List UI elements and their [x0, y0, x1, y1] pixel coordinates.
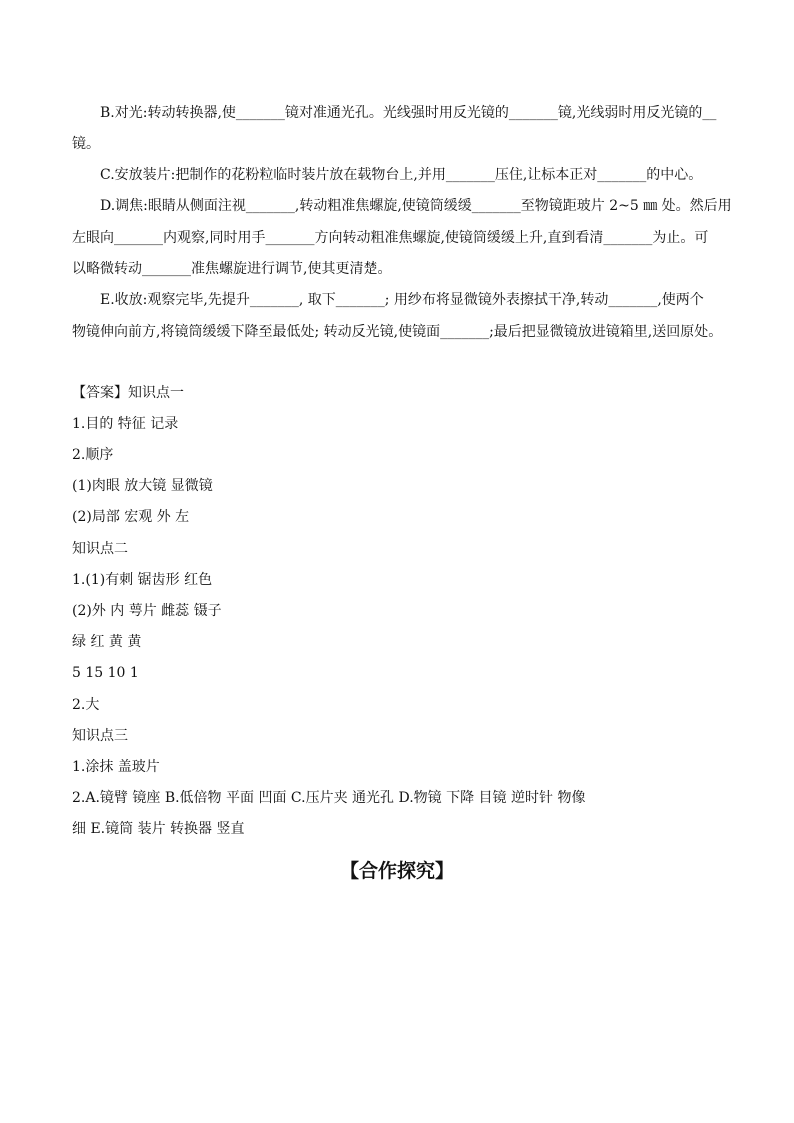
- answer-k3-1: 1.涂抹 盖玻片: [72, 759, 160, 775]
- answer-k1-1: 1.目的 特征 记录: [72, 416, 179, 432]
- answer-k2-5: 2.大: [72, 697, 100, 713]
- question-b-line-2: 镜。: [72, 136, 100, 152]
- answer-k3-3: 细 E.镜筒 装片 转换器 竖直: [72, 821, 245, 837]
- answer-k1-2-2: (2)局部 宏观 外 左: [72, 509, 190, 525]
- question-e-line-1: E.收放:观察完毕,先提升_______, 取下_______; 用纱布将显微镜外表擦拭干净,转动_______,使两个: [100, 292, 704, 308]
- question-d-line-3: 以略微转动_______准焦螺旋进行调节,使其更清楚。: [72, 261, 392, 277]
- question-d-line-2: 左眼向_______内观察,同时用手_______方向转动粗准焦螺旋,使镜筒缓缓上升,直到看清_______为止。可: [72, 230, 709, 246]
- question-b-line-1: B.对光:转动转换器,使_______镜对准通光孔。光线强时用反光镜的_______镜,光线弱时用反光镜的__: [100, 105, 717, 121]
- answer-k2-3: 绿 红 黄 黄: [72, 634, 142, 650]
- question-e-line-2: 物镜伸向前方,将镜筒缓缓下降至最低处; 转动反光镜,使镜面_______;最后把显微镜放进镜箱里,送回原处。: [72, 324, 723, 340]
- answer-title: 【答案】知识点一: [72, 385, 184, 401]
- answer-k2-2: (2)外 内 萼片 雌蕊 镊子: [72, 603, 222, 619]
- answer-k1-2-1: (1)肉眼 放大镜 显微镜: [72, 478, 213, 494]
- question-c-line-1: C.安放装片:把制作的花粉粒临时装片放在载物台上,并用_______压住,让标本正对_______的中心。: [100, 167, 703, 183]
- section-heading: 【合作探究】: [339, 860, 454, 882]
- question-d-line-1: D.调焦:眼睛从侧面注视_______,转动粗准焦螺旋,使镜筒缓缓_______至物镜距玻片 2~5 ㎜ 处。然后用: [100, 198, 732, 214]
- answer-k1-2: 2.顺序: [72, 447, 114, 463]
- answer-k2-4: 5 15 10 1: [72, 665, 139, 681]
- answer-k3-title: 知识点三: [72, 728, 128, 744]
- answer-k2-1: 1.(1)有刺 锯齿形 红色: [72, 572, 213, 588]
- answer-k3-2: 2.A.镜臂 镜座 B.低倍物 平面 凹面 C.压片夹 通光孔 D.物镜 下降 目镜 逆时针 物像: [72, 790, 586, 806]
- answer-k2-title: 知识点二: [72, 541, 128, 557]
